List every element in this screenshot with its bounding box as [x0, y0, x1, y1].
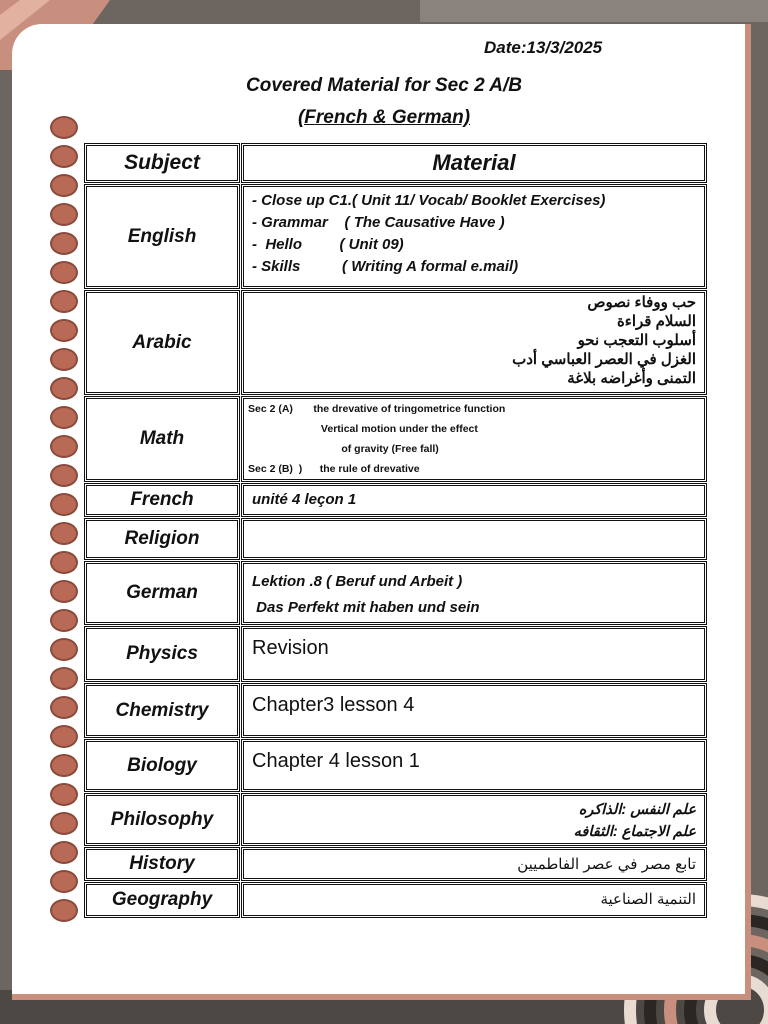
material-physics	[241, 626, 707, 682]
subject-religion: Religion	[84, 518, 240, 560]
table-row	[84, 184, 707, 289]
binder-dot	[50, 696, 78, 719]
header-material: Material	[241, 143, 707, 183]
binder-dot	[50, 609, 78, 632]
math-line-4: Sec 2 (B) ) the rule of drevative	[248, 463, 420, 475]
table-row	[84, 396, 707, 482]
subject-german: German	[84, 561, 240, 625]
binder-dot	[50, 464, 78, 487]
table-row	[84, 483, 707, 517]
binder-dot	[50, 841, 78, 864]
material-chemistry	[241, 683, 707, 738]
table-row	[84, 518, 707, 560]
subject-geography: Geography	[84, 882, 240, 918]
table-row	[84, 626, 707, 682]
english-line-1: - Close up C1.( Unit 11/ Vocab/ Booklet Exercises)	[252, 192, 606, 209]
binder-dot	[50, 551, 78, 574]
binder-dot	[50, 290, 78, 313]
table-row	[84, 847, 707, 881]
binder-dot	[50, 348, 78, 371]
math-line-1: Sec 2 (A) the drevative of tringometrice function	[248, 403, 506, 415]
chemistry-line-1: Chapter3 lesson 4	[252, 694, 415, 716]
binder-dot	[50, 435, 78, 458]
material-biology	[241, 739, 707, 792]
subject-biology: Biology	[84, 739, 240, 792]
material-history	[241, 847, 707, 881]
binder-dot	[50, 203, 78, 226]
history-line-1: تابع مصر في عصر الفاطميين	[517, 856, 696, 873]
binder-dot	[50, 174, 78, 197]
header-subject: Subject	[84, 143, 240, 183]
german-line-1: Lektion .8 ( Beruf und Arbeit )	[252, 573, 463, 590]
binder-dot	[50, 754, 78, 777]
binder-dot	[50, 725, 78, 748]
binder-dot	[50, 377, 78, 400]
binder-dot	[50, 667, 78, 690]
subject-physics: Physics	[84, 626, 240, 682]
binder-dot	[50, 493, 78, 516]
material-english	[241, 184, 707, 289]
binder-dot	[50, 522, 78, 545]
arabic-line-3: أسلوب التعجب نحو	[577, 332, 696, 349]
table-header-row	[84, 143, 707, 183]
material-math	[241, 396, 707, 482]
philosophy-line-1: علم النفس :الذاكره	[578, 802, 696, 818]
binder-dot	[50, 319, 78, 342]
document-subtitle: (French & German)	[297, 107, 471, 128]
german-line-2: Das Perfekt mit haben und sein	[252, 599, 480, 616]
subject-philosophy: Philosophy	[84, 793, 240, 846]
arabic-line-1: حب ووفاء نصوص	[587, 294, 696, 311]
table-row	[84, 793, 707, 846]
binder-dot	[50, 232, 78, 255]
physics-line-1: Revision	[252, 637, 329, 659]
geography-line-1: التنمية الصناعية	[600, 891, 696, 908]
binder-dot	[50, 145, 78, 168]
binder-dot	[50, 783, 78, 806]
arabic-line-2: السلام قراءة	[616, 313, 696, 330]
binder-dot	[50, 580, 78, 603]
subject-history: History	[84, 847, 240, 881]
subject-chemistry: Chemistry	[84, 683, 240, 738]
subject-french: French	[84, 483, 240, 517]
arabic-line-4: الغزل في العصر العباسي أدب	[512, 351, 696, 368]
biology-line-1: Chapter 4 lesson 1	[252, 750, 420, 772]
material-philosophy	[241, 793, 707, 846]
table-row	[84, 683, 707, 738]
table-row	[84, 882, 707, 918]
binder-dot	[50, 261, 78, 284]
english-line-2: - Grammar ( The Causative Have )	[252, 214, 505, 231]
french-line-1: unité 4 leçon 1	[252, 491, 357, 508]
english-line-4: - Skills ( Writing A formal e.mail)	[252, 258, 519, 275]
english-line-3: - Hello ( Unit 09)	[252, 236, 404, 253]
subject-english: English	[84, 184, 240, 289]
document-title: Covered Material for Sec 2 A/B	[246, 75, 522, 96]
binder-dot	[50, 812, 78, 835]
material-geography	[241, 882, 707, 918]
document-date: Date:13/3/2025	[484, 38, 603, 57]
binder-dot	[50, 406, 78, 429]
binder-dot	[50, 870, 78, 893]
arabic-line-5: التمنى وأغراضه بلاغة	[567, 370, 696, 387]
table-row	[84, 739, 707, 792]
binder-dots	[50, 116, 80, 936]
material-french	[241, 483, 707, 517]
material-religion	[241, 518, 707, 560]
math-line-2: Vertical motion under the effect	[248, 423, 478, 435]
table-row	[84, 561, 707, 625]
table-row	[84, 290, 707, 395]
binder-dot	[50, 638, 78, 661]
philosophy-line-2: علم الاجتماع :الثقافه	[573, 824, 696, 840]
math-line-3: of gravity (Free fall)	[248, 443, 439, 455]
subject-arabic: Arabic	[84, 290, 240, 395]
material-german	[241, 561, 707, 625]
binder-dot	[50, 899, 78, 922]
subject-math: Math	[84, 396, 240, 482]
material-arabic	[241, 290, 707, 395]
